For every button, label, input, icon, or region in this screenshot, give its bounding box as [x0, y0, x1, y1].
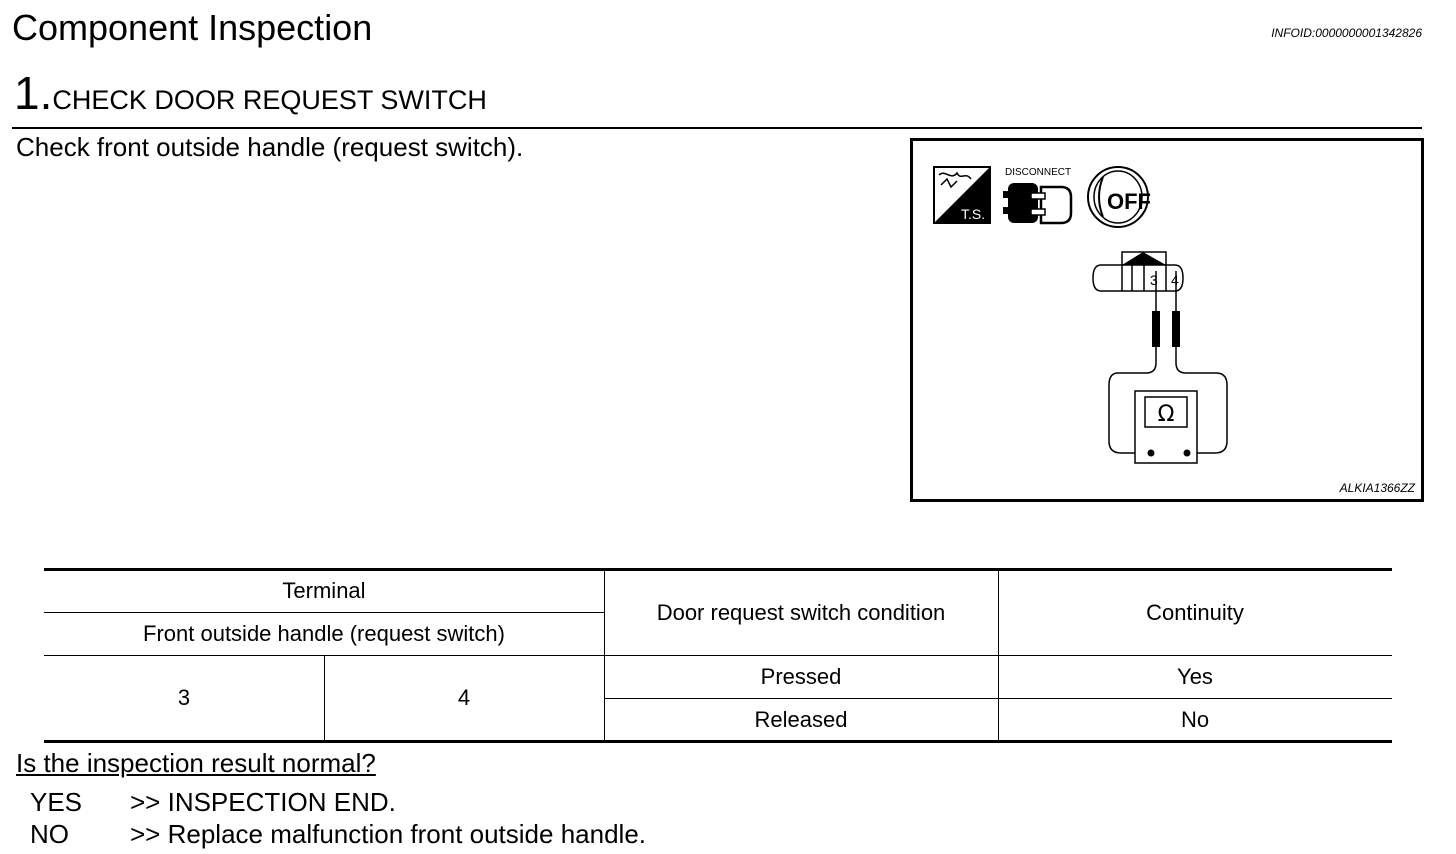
figure-code: ALKIA1366ZZ — [1339, 481, 1415, 495]
off-label: OFF — [1107, 189, 1151, 214]
table-bottom-rule — [44, 740, 1392, 743]
ohm-symbol: Ω — [1157, 402, 1175, 427]
condition-cell: Pressed — [760, 664, 842, 689]
ignition-off-icon — [1088, 167, 1151, 227]
ohmmeter-icon — [1135, 391, 1197, 463]
info-id: INFOID:0000000001342826 — [1271, 26, 1422, 40]
header-component: Front outside handle (request switch) — [143, 621, 505, 646]
answer-text: >> Replace malfunction front outside handle. — [130, 819, 647, 849]
answer-no — [30, 818, 646, 850]
inspection-figure — [910, 138, 1424, 502]
heading-divider — [12, 127, 1422, 129]
continuity-cell: Yes — [1177, 664, 1213, 689]
connector-icon — [1093, 252, 1183, 291]
disconnect-label: DISCONNECT — [1005, 167, 1072, 178]
disconnect-icon — [1003, 167, 1071, 223]
answer-yes — [30, 786, 396, 818]
step-title: CHECK DOOR REQUEST SWITCH — [52, 85, 487, 115]
step-number: 1. — [14, 67, 53, 119]
answer-text: >> INSPECTION END. — [130, 787, 396, 817]
step-instruction: Check front outside handle (request switch). — [16, 132, 524, 162]
terminal-4-label: 4 — [1171, 272, 1179, 288]
page-title: Component Inspection — [12, 7, 373, 48]
answer-key: YES — [30, 787, 83, 817]
terminal-3-label: 3 — [1150, 272, 1158, 288]
inspection-question: Is the inspection result normal? — [16, 748, 376, 778]
step-heading — [14, 68, 487, 125]
ts-label: T.S. — [961, 206, 986, 222]
header-condition: Door request switch condition — [656, 599, 946, 625]
terminal-from-cell: 3 — [177, 685, 191, 710]
inspection-table — [44, 568, 1392, 742]
header-continuity: Continuity — [1146, 599, 1244, 625]
header-terminal: Terminal — [282, 578, 366, 603]
terminal-to-cell: 4 — [457, 685, 471, 710]
answer-key: NO — [30, 819, 69, 849]
continuity-cell: No — [1180, 706, 1210, 732]
ts-icon — [934, 167, 990, 223]
condition-cell: Released — [754, 706, 848, 732]
